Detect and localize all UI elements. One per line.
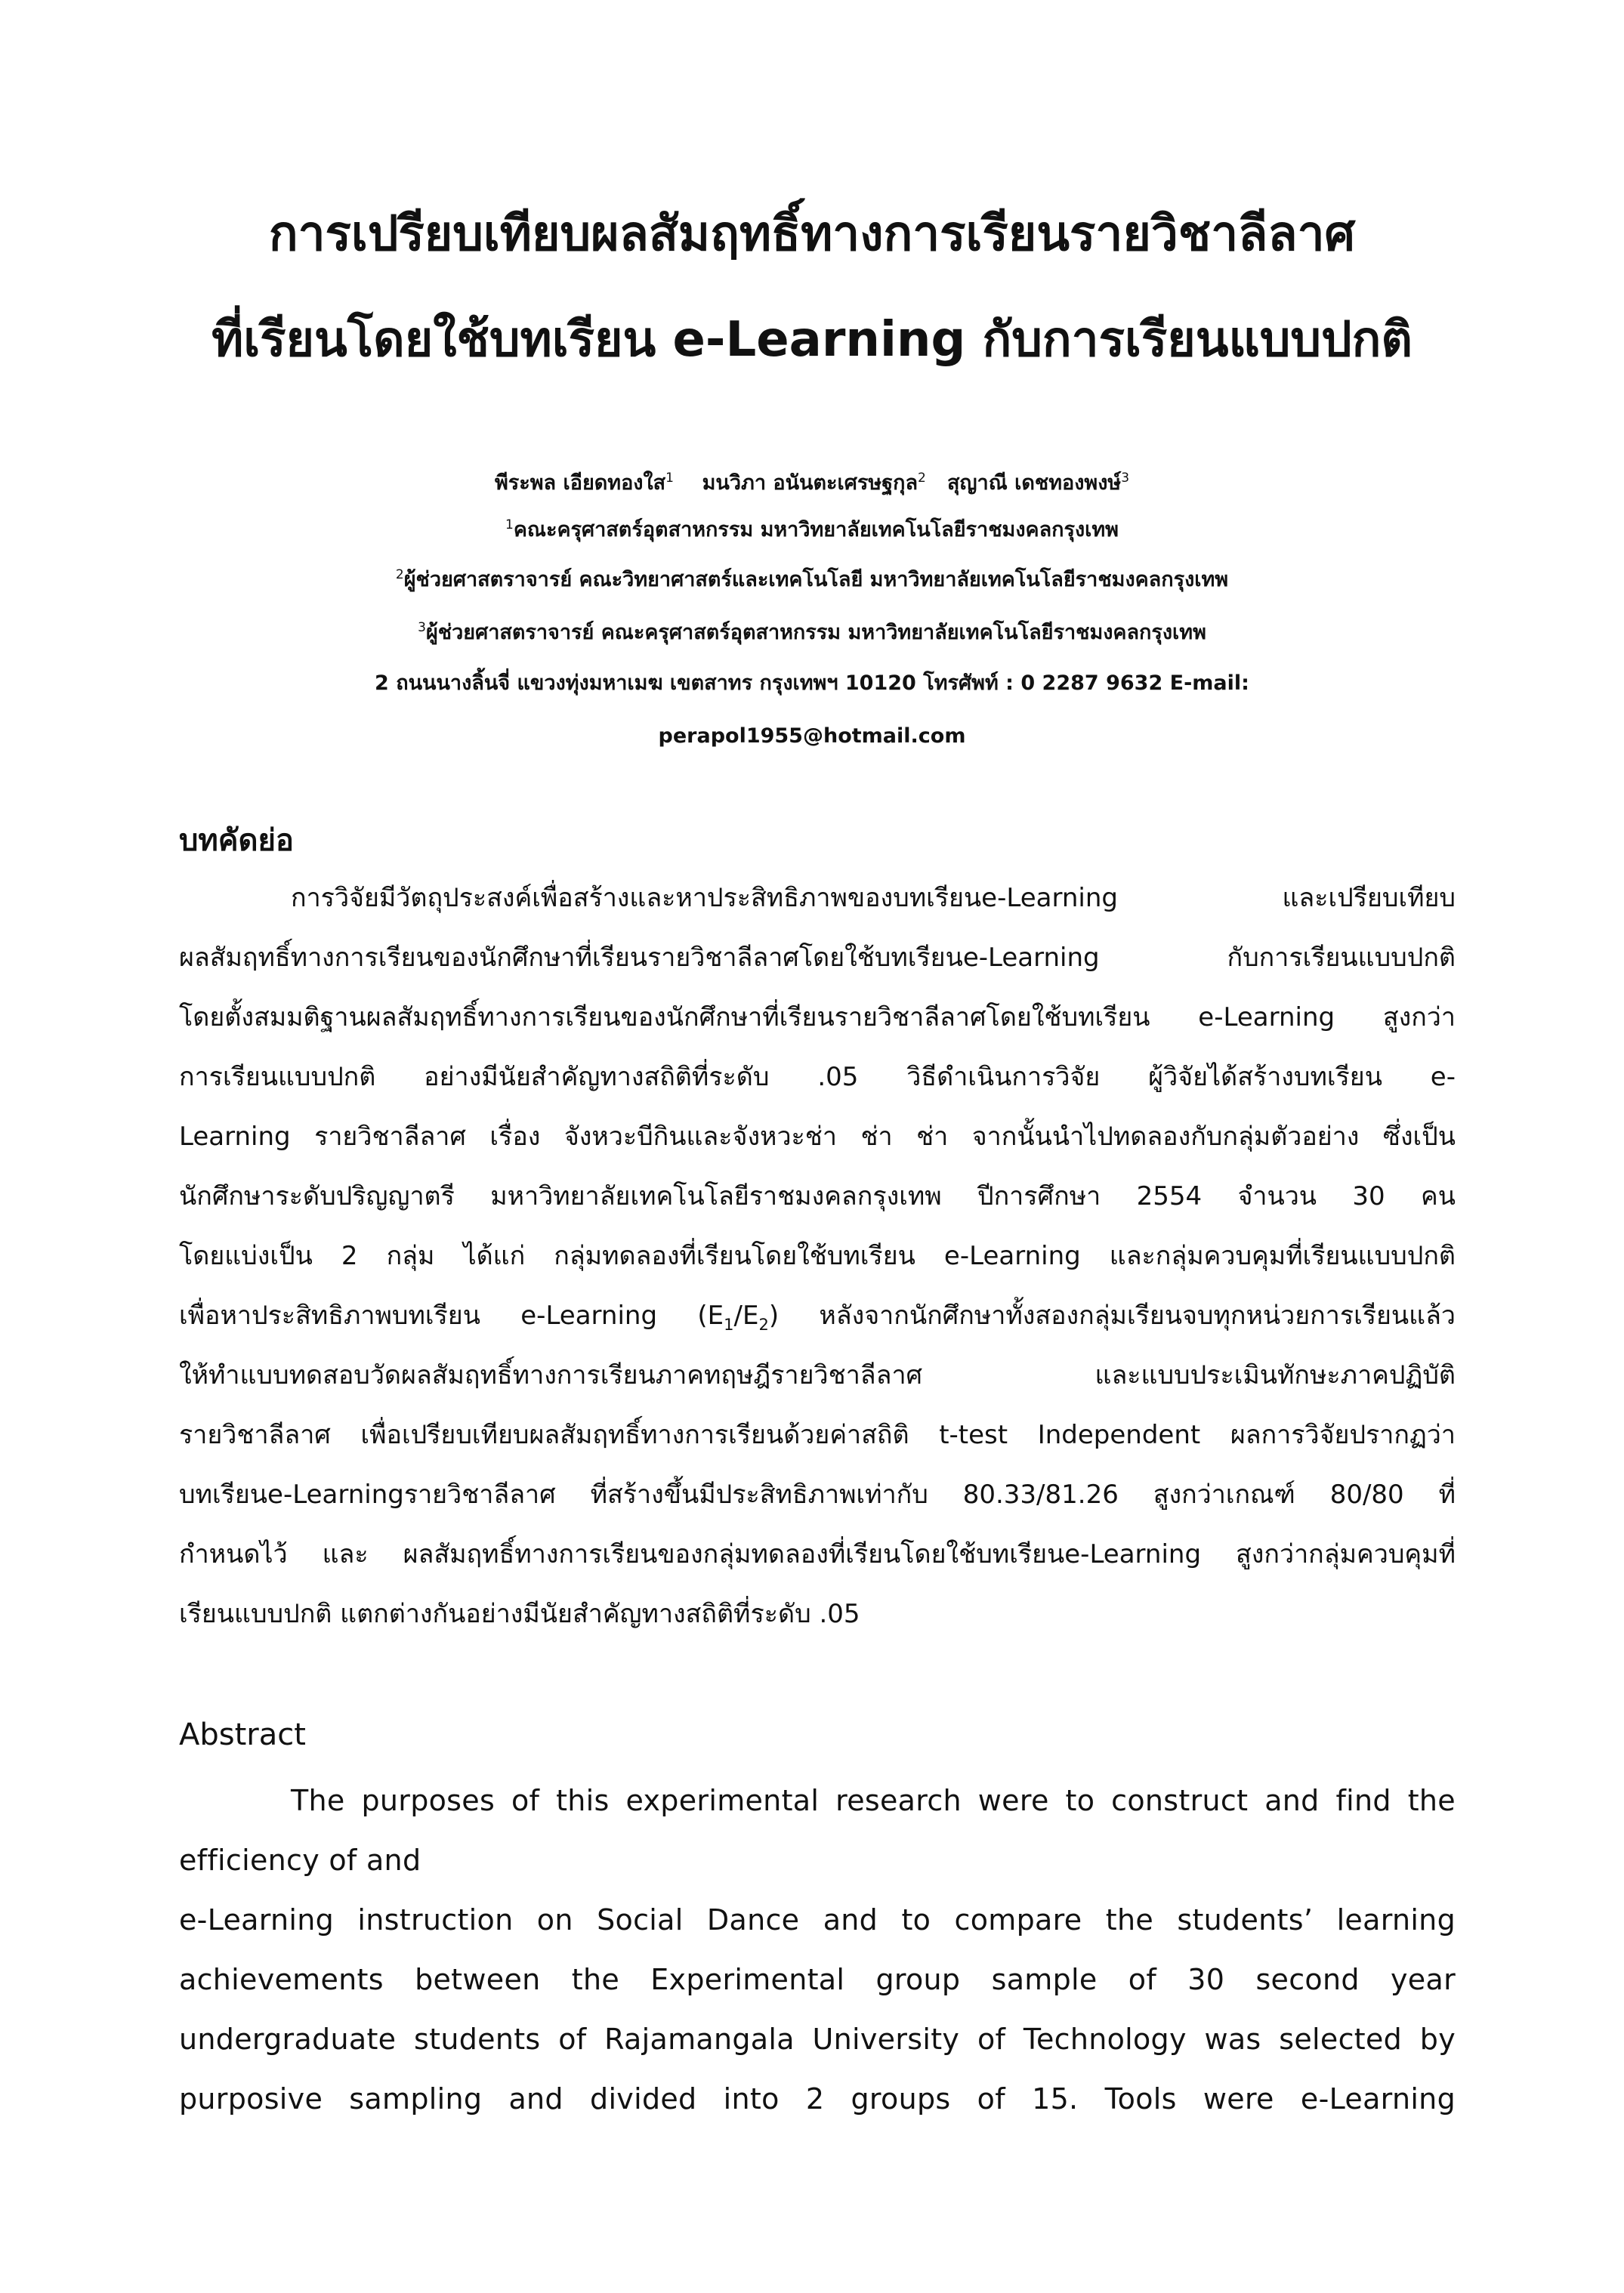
thai-abstract-line: โดยแบ่งเป็น 2 กลุ่ม ได้แก่ กลุ่มทดลองที่เรียนโดยใช้บทเรียน e-Learning และกลุ่มควบคุมที่เรียนแบบปกติ: [179, 1241, 1456, 1271]
thai-abstract-line: รายวิชาลีลาศ เพื่อเปรียบเทียบผลสัมฤทธิ์ทางการเรียนด้วยค่าสถิติ t-test Independent ผลการวิจัยปรากฏว่า: [179, 1420, 1456, 1450]
thai-abstract-line: บทเรียนe-Learningรายวิชาลีลาศ ที่สร้างขึ้นมีประสิทธิภาพเท่ากับ 80.33/81.26 สูงกว่าเกณฑ์ 80/80 ที่: [179, 1480, 1456, 1510]
author-2-sup: 2: [918, 471, 926, 486]
efficiency-sub-2: 2: [758, 1315, 769, 1334]
thai-abstract-line: เรียนแบบปกติ แตกต่างกันอย่างมีนัยสำคัญทางสถิติที่ระดับ .05: [179, 1599, 860, 1629]
thai-abstract-line: การเรียนแบบปกติ อย่างมีนัยสำคัญทางสถิติที่ระดับ .05 วิธีดำเนินการวิจัย ผู้วิจัยได้สร้างบทเรียน e-: [179, 1062, 1456, 1092]
thai-abstract-line: ผลสัมฤทธิ์ทางการเรียนของนักศึกษาที่เรียนรายวิชาลีลาศโดยใช้บทเรียนe-Learning กับการเรียนแบบปกติ: [179, 943, 1456, 973]
author-1: พีระพล เอียดทองใส: [494, 471, 666, 495]
affiliation-3: [106, 618, 1518, 648]
english-abstract-line: e-Learning instruction on Social Dance and to compare the students’ learning: [179, 1903, 1456, 1937]
author-3-sup: 3: [1121, 471, 1130, 486]
affiliation-3-text: ผู้ช่วยศาสตราจารย์ คณะครุศาสตร์อุตสาหกรรม มหาวิทยาลัยเทคโนโลยีราชมงคลกรุงเทพ: [425, 621, 1206, 644]
english-abstract-line: The purposes of this experimental research were to construct and find the: [291, 1784, 1456, 1817]
efficiency-mid: /E: [733, 1301, 759, 1331]
thai-abstract-line: โดยตั้งสมมติฐานผลสัมฤทธิ์ทางการเรียนของนักศึกษาที่เรียนรายวิชาลีลาศโดยใช้บทเรียน e-Learning สูงกว่า: [179, 1002, 1456, 1032]
affiliation-2-text: ผู้ช่วยศาสตราจารย์ คณะวิทยาศาสตร์และเทคโนโลยี มหาวิทยาลัยเทคโนโลยีราชมงคลกรุงเทพ: [403, 568, 1229, 591]
thai-abstract-line: นักศึกษาระดับปริญญาตรี มหาวิทยาลัยเทคโนโลยีราชมงคลกรุงเทพ ปีการศึกษา 2554 จำนวน 30 คน: [179, 1181, 1456, 1211]
thai-abstract-line-efficiency: [179, 1286, 1456, 1346]
contact-email: perapol1955@hotmail.com: [658, 724, 966, 748]
thai-abstract-line: กำหนดไว้ และ ผลสัมฤทธิ์ทางการเรียนของกลุ่มทดลองที่เรียนโดยใช้บทเรียนe-Learning สูงกว่ากลุ่มควบคุมที่: [179, 1539, 1456, 1569]
affiliation-2: [106, 565, 1518, 595]
thai-abstract-line: ให้ทำแบบทดสอบวัดผลสัมฤทธิ์ทางการเรียนภาคทฤษฎีรายวิชาลีลาศ และแบบประเมินทักษะภาคปฏิบัติ: [179, 1360, 1456, 1390]
efficiency-sub-1: 1: [724, 1315, 734, 1334]
author-2: มนวิภา อนันตะเศรษฐกุล: [702, 471, 919, 495]
thai-abstract-heading: บทคัดย่อ: [179, 823, 294, 858]
efficiency-rest: ) หลังจากนักศึกษาทั้งสองกลุ่มเรียนจบทุกหน่วยการเรียนแล้ว: [768, 1301, 1456, 1331]
author-list: [106, 468, 1518, 498]
thai-abstract-body: [179, 869, 1456, 1644]
affiliation-1-sup: 1: [505, 517, 514, 532]
english-abstract-line: purposive sampling and divided into 2 groups of 15. Tools were e-Learning: [179, 2082, 1456, 2116]
affiliation-3-sup: 3: [418, 620, 426, 635]
affiliation-1-text: คณะครุศาสตร์อุตสาหกรรม มหาวิทยาลัยเทคโนโลยีราชมงคลกรุงเทพ: [513, 518, 1119, 542]
thai-abstract-line: การวิจัยมีวัตถุประสงค์เพื่อสร้างและหาประสิทธิภาพของบทเรียนe-Learning และเปรียบเทียบ: [291, 883, 1456, 913]
english-abstract-heading: Abstract: [179, 1717, 306, 1752]
author-1-sup: 1: [665, 471, 674, 486]
paper-title-line-1: การเปรียบเทียบผลสัมฤทธิ์ทางการเรียนรายวิชาลีลาศ: [268, 206, 1356, 262]
paper-title-line-2: ที่เรียนโดยใช้บทเรียน e-Learning กับการเรียนแบบปกติ: [211, 312, 1413, 368]
english-abstract-line: efficiency of and: [179, 1844, 421, 1877]
english-abstract-body: [179, 1771, 1456, 2129]
english-abstract-line: achievements between the Experimental group sample of 30 second year: [179, 1963, 1456, 1996]
english-abstract-line: undergraduate students of Rajamangala University of Technology was selected by: [179, 2023, 1456, 2056]
address-line: 2 ถนนนางลิ้นจี่ แขวงทุ่งมหาเมฆ เขตสาทร กรุงเทพฯ 10120 โทรศัพท์ : 0 2287 9632 E-mail:: [375, 671, 1249, 695]
efficiency-lead: เพื่อหาประสิทธิภาพบทเรียน e-Learning (E: [179, 1301, 724, 1331]
author-3: สุญาณี เดชทองพงษ์: [947, 471, 1122, 495]
affiliation-2-sup: 2: [395, 567, 404, 582]
affiliation-1: [106, 515, 1518, 545]
thai-abstract-line: Learning รายวิชาลีลาศ เรื่อง จังหวะบีกินและจังหวะช่า ช่า ช่า จากนั้นนำไปทดลองกับกลุ่มตัวอย่าง ซึ่งเป็น: [179, 1122, 1456, 1152]
